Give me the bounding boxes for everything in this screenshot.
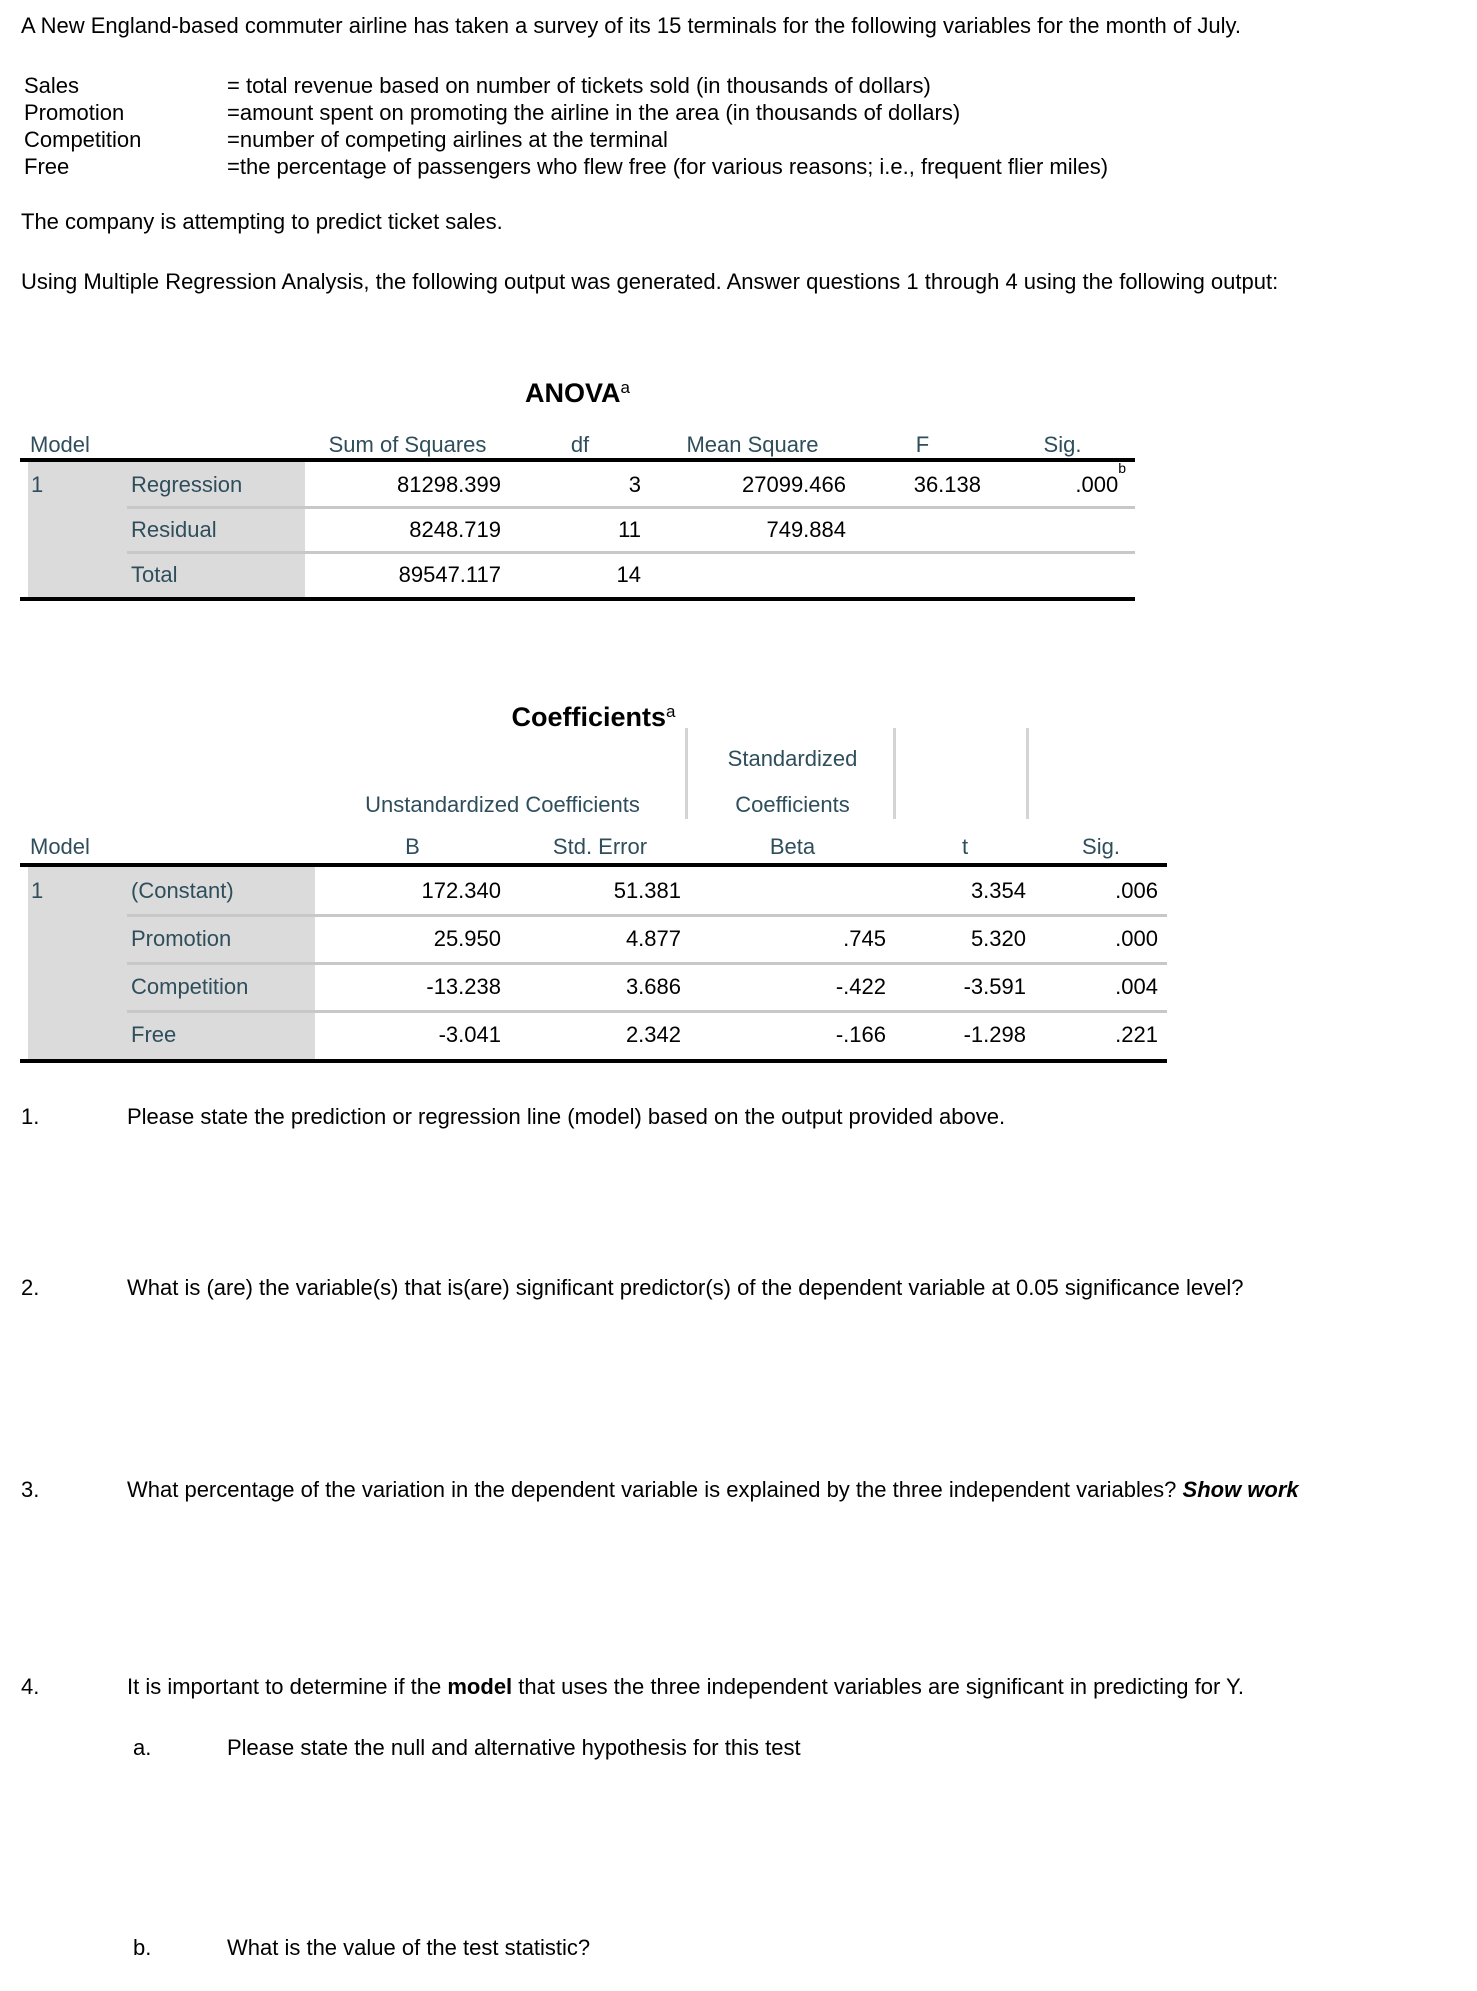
coefficients-row-label: Promotion <box>131 926 232 951</box>
question-4 <box>0 1673 1477 1701</box>
definition-term: Competition <box>24 127 142 152</box>
anova-table <box>20 432 1135 601</box>
question-text: What is (are) the variable(s) that is(are) significant predictor(s) of the dependent variable at 0.05 significance level? <box>127 1275 1244 1300</box>
predict-sales-paragraph: The company is attempting to predict ticket sales. <box>21 209 503 234</box>
anova-df-value: 11 <box>618 516 641 542</box>
question-number: 3. <box>21 1477 40 1502</box>
std-error-value: 51.381 <box>613 878 681 903</box>
model-emphasis: model <box>447 1674 513 1699</box>
t-value: 5.320 <box>970 926 1026 951</box>
definition-text: =amount spent on promoting the airline in the area (in thousands of dollars) <box>227 100 961 125</box>
question-number: a. <box>133 1735 152 1760</box>
coefficients-header-model: Model <box>30 833 90 859</box>
coefficients-group-header-row <box>20 726 1167 830</box>
column-group-separator <box>685 728 688 819</box>
question-1 <box>0 1103 1477 1131</box>
anova-df-value: 14 <box>616 561 641 587</box>
column-group-separator <box>1026 728 1029 819</box>
anova-row-label: Regression <box>131 471 243 497</box>
anova-header-mean-square: Mean Square <box>686 432 819 457</box>
coefficients-bottom-border <box>20 1059 1167 1063</box>
beta-value <box>690 867 895 915</box>
anova-header-row <box>20 432 1135 458</box>
coefficients-row-label: (Constant) <box>131 878 234 903</box>
anova-row-regression <box>20 462 1135 507</box>
question-2 <box>0 1274 1477 1302</box>
row-separator <box>127 914 1167 917</box>
question-text: It is important to determine if the model that uses the three independent variables are significant in predicting for Y. <box>127 1674 1244 1699</box>
definition-text: =the percentage of passengers who flew free (for various reasons; i.e., frequent flier miles) <box>227 154 1109 179</box>
anova-title-superscript: a <box>620 378 630 397</box>
b-value: -3.041 <box>438 1022 501 1047</box>
question-number: 1. <box>21 1104 40 1129</box>
instructions-paragraph: Using Multiple Regression Analysis, the following output was generated. Answer questions 1 through 4 using the following output: <box>21 269 1279 294</box>
sig-value: .000 <box>1115 926 1158 951</box>
standardized-coefficients-header: Standardized Coefficients <box>727 746 858 817</box>
anova-row-label: Total <box>131 561 178 587</box>
definition-row <box>0 153 1477 180</box>
std-error-value: 2.342 <box>625 1022 681 1047</box>
b-value: -13.238 <box>426 974 501 999</box>
coefficients-row-constant <box>20 867 1167 915</box>
definition-text: = total revenue based on number of tickets sold (in thousands of dollars) <box>227 73 931 98</box>
coefficients-header-b: B <box>405 833 420 859</box>
row-separator <box>127 962 1167 965</box>
coefficients-row-label: Free <box>131 1022 177 1047</box>
anova-header-sig: Sig. <box>1043 432 1082 457</box>
anova-mean-square-value: 749.884 <box>766 516 846 542</box>
coefficients-table <box>20 726 1167 1063</box>
row-separator <box>127 1010 1167 1013</box>
coefficients-row-promotion <box>20 915 1167 963</box>
question-4b <box>0 1934 1477 1962</box>
anova-sum-of-squares-value: 81298.399 <box>397 471 501 497</box>
std-error-value: 3.686 <box>625 974 681 999</box>
anova-model-number: 1 <box>31 471 44 497</box>
definition-row <box>0 72 1477 99</box>
sig-value: .004 <box>1115 974 1158 999</box>
definition-term: Sales <box>24 73 80 98</box>
anova-header-sum-of-squares: Sum of Squares <box>328 432 487 457</box>
anova-sum-of-squares-value: 8248.719 <box>409 516 501 542</box>
row-separator <box>127 506 1135 509</box>
coefficients-row-free <box>20 1011 1167 1059</box>
b-value: 172.340 <box>421 878 501 903</box>
definition-term: Promotion <box>24 100 125 125</box>
t-value: -1.298 <box>963 1022 1026 1047</box>
coefficients-header-beta: Beta <box>769 833 816 859</box>
beta-value: -.166 <box>835 1022 886 1047</box>
anova-row-residual <box>20 507 1135 552</box>
anova-sig-value: .000 b <box>1075 462 1126 497</box>
column-group-separator <box>893 728 896 819</box>
row-separator <box>127 551 1135 554</box>
anova-title: ANOVA$^a$ <box>525 378 630 408</box>
question-text: Please state the null and alternative hypothesis for this test <box>227 1735 801 1760</box>
t-value: -3.591 <box>963 974 1026 999</box>
question-number: 2. <box>21 1275 40 1300</box>
anova-df-value: 3 <box>628 471 641 497</box>
question-text: Please state the prediction or regression line (model) based on the output provided above. <box>127 1104 1006 1129</box>
t-value: 3.354 <box>970 878 1026 903</box>
anova-f-value: 36.138 <box>913 471 981 497</box>
std-error-value: 4.877 <box>625 926 681 951</box>
sig-value: .221 <box>1115 1022 1158 1047</box>
intro-paragraph: A New England-based commuter airline has taken a survey of its 15 terminals for the following variables for the month of July. <box>21 13 1241 38</box>
anova-mean-square-value: 27099.466 <box>742 471 846 497</box>
anova-header-model: Model <box>30 432 90 457</box>
coefficients-header-std-error: Std. Error <box>552 833 648 859</box>
coefficients-title: Coefficients$^a$ <box>511 702 676 732</box>
anova-bottom-border <box>20 597 1135 601</box>
anova-header-df: df <box>570 432 590 457</box>
question-number: 4. <box>21 1674 40 1699</box>
variable-definitions <box>0 72 1477 180</box>
question-4a <box>0 1734 1477 1762</box>
definition-term: Free <box>24 154 70 179</box>
anova-row-total <box>20 552 1135 597</box>
question-number: b. <box>133 1935 152 1960</box>
sig-value: .006 <box>1115 878 1158 903</box>
question-text: What is the value of the test statistic? <box>227 1935 591 1960</box>
coefficients-row-label: Competition <box>131 974 249 999</box>
definition-text: =number of competing airlines at the terminal <box>227 127 668 152</box>
show-work-emphasis: Show work <box>1182 1477 1299 1502</box>
coefficients-header-row <box>20 830 1167 863</box>
beta-value: .745 <box>843 926 886 951</box>
anova-row-label: Residual <box>131 516 217 542</box>
anova-sum-of-squares-value: 89547.117 <box>398 561 501 587</box>
question-3 <box>0 1476 1477 1504</box>
question-text: What percentage of the variation in the dependent variable is explained by the three independent variables? Show work <box>127 1477 1299 1502</box>
definition-row <box>0 126 1477 153</box>
coefficients-title-superscript: a <box>666 702 676 721</box>
coefficients-model-number: 1 <box>31 878 44 903</box>
unstandardized-coefficients-header: Unstandardized Coefficients <box>365 792 640 817</box>
coefficients-header-sig: Sig. <box>1082 833 1120 859</box>
beta-value: -.422 <box>835 974 886 999</box>
anova-header-f: F <box>915 432 930 457</box>
coefficients-header-t: t <box>961 833 969 859</box>
definition-row <box>0 99 1477 126</box>
b-value: 25.950 <box>433 926 501 951</box>
coefficients-row-competition <box>20 963 1167 1011</box>
